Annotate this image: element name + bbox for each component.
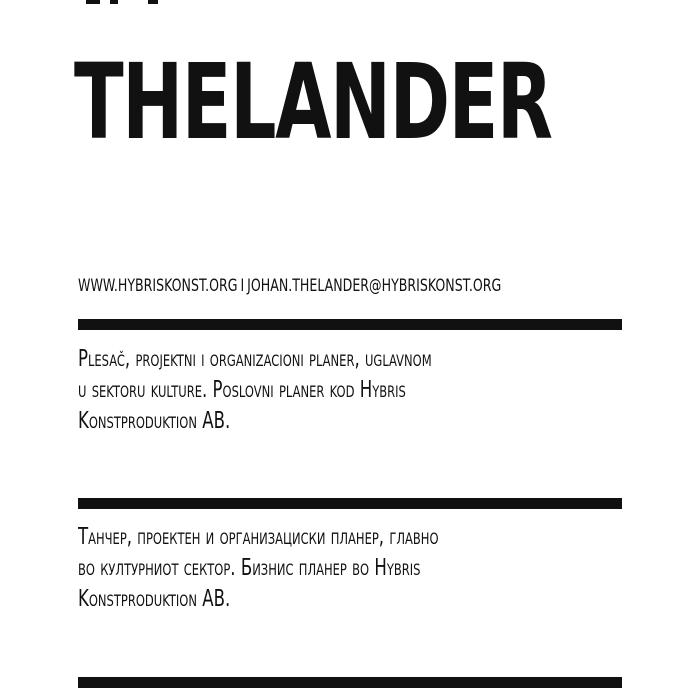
website-link[interactable]: WWW.HYBRISKONST.ORG — [78, 276, 238, 296]
bio-line: во културниот сектор. Бизнис планер во Hybris — [78, 555, 421, 581]
surname-heading: THELANDER — [74, 41, 552, 163]
email-link[interactable]: JOHAN.THELANDER@HYBRISKONST.ORG — [247, 276, 502, 296]
bio-paragraph-serbian — [78, 344, 596, 437]
bio-line: Konstproduktion AB. — [78, 586, 231, 612]
bio-line: Plesač, projektni i organizacioni planer, uglavnom — [78, 346, 432, 372]
bio-line: Танчер, проектен и организациски планер, главно — [78, 524, 439, 550]
contact-separator: I — [240, 276, 245, 296]
bio-line: u sektoru kulture. Poslovni planer kod Hybris — [78, 377, 406, 403]
divider-rule — [78, 498, 622, 509]
bio-line: Konstproduktion AB. — [78, 408, 231, 434]
bio-paragraph-macedonian — [78, 522, 596, 615]
divider-rule — [78, 677, 622, 688]
cropped-text-fragment — [86, 0, 100, 4]
cropped-text-fragment — [110, 0, 118, 4]
contact-line — [78, 276, 501, 296]
cropped-text-fragment — [148, 0, 158, 4]
divider-rule — [78, 319, 622, 330]
